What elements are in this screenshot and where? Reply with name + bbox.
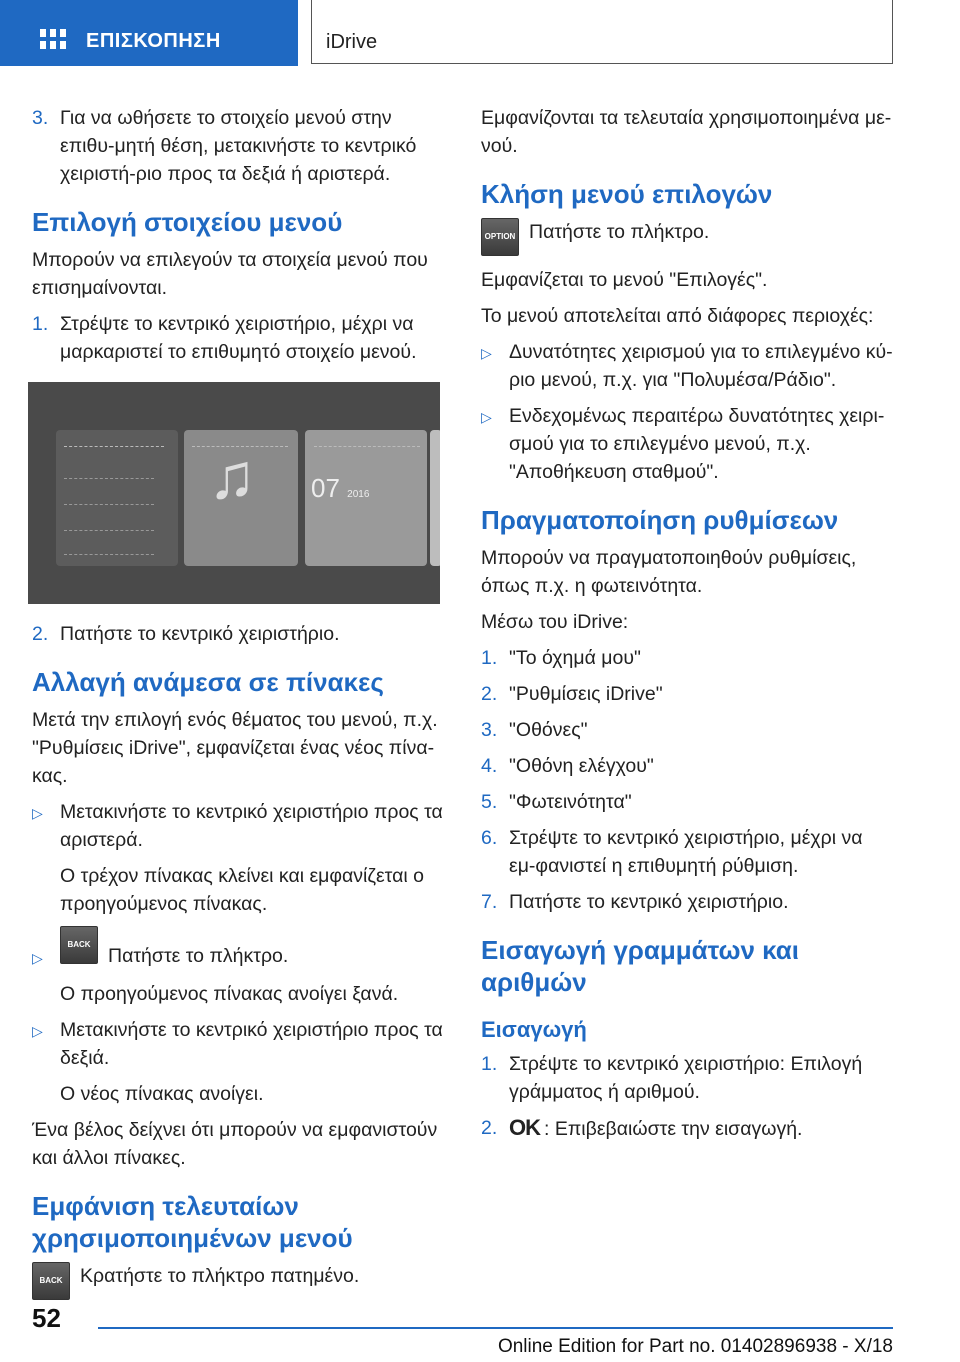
back-key-icon: BACK <box>60 926 98 964</box>
list-item: 1. Στρέψτε το κεντρικό χειριστήριο, μέχρι να μαρκαριστεί το επιθυμητό στοιχείο μενού. <box>32 313 417 363</box>
list-item: 2. "Ρυθμίσεις iDrive" <box>481 683 663 705</box>
bullet-item: ▷ Μετακινήστε το κεντρικό χειριστήριο προς τα δεξιά. <box>32 1016 444 1072</box>
paragraph: Το μενού αποτελείται από διάφορες περιοχές: <box>481 305 874 327</box>
paragraph: Ο τρέχον πίνακας κλείνει και εμφανίζεται ο προηγούμενος πίνακας. <box>60 865 424 915</box>
option-key-icon: OPTION <box>481 218 519 256</box>
footer-edition: Online Edition for Part no. 01402896938 - X/18 <box>497 1336 893 1357</box>
heading-last-used: Εμφάνιση τελευταίων χρησιμοποιημένων μενού <box>32 1191 353 1253</box>
paragraph: Εμφανίζεται το μενού "Επιλογές". <box>481 269 768 291</box>
grid-icon <box>40 29 66 51</box>
page-number: 52 <box>32 1303 61 1333</box>
paragraph: Ένα βέλος δείχνει ότι μπορούν να εμφανιστούν και άλλοι πίνακες. <box>32 1119 438 1169</box>
list-item: 7. Πατήστε το κεντρικό χειριστήριο. <box>481 891 789 913</box>
triangle-bullet-icon: ▷ <box>481 409 492 425</box>
heading-options: Κλήση μενού επιλογών <box>481 179 773 209</box>
list-item: 2. Πατήστε το κεντρικό χειριστήριο. <box>32 623 340 645</box>
list-item: 2. OK : Επιβεβαιώστε την εισαγωγή. <box>481 1115 803 1140</box>
breadcrumb <box>311 0 893 64</box>
bullet-item: ▷ BACK Πατήστε το πλήκτρο. <box>32 926 444 972</box>
paragraph: Εμφανίζονται τα τελευταία χρησιμοποιημένα με-νού. <box>481 107 892 157</box>
music-note-icon: ♫ <box>208 440 256 512</box>
breadcrumb-label: iDrive <box>326 31 378 53</box>
date-display: 07 2016 <box>311 473 370 503</box>
bullet-item: ▷ Ενδεχομένως περαιτέρω δυνατότητες χειρι-σμού για το επιλεγμένο μενού, π.χ. "Αποθήκευση σταθμού". <box>481 402 893 486</box>
menu-card <box>430 430 440 566</box>
bullet-item: ▷ Δυνατότητες χειρισμού για το επιλεγμένο κύ-ριο μενού, π.χ. για "Πολυμέσα/Ράδιο". <box>481 338 893 394</box>
list-item: 1. Στρέψτε το κεντρικό χειριστήριο: Επιλογή γράμματος ή αριθμού. <box>481 1053 863 1103</box>
card-title-bar <box>64 438 164 447</box>
list-item: 1. "Το όχημά μου" <box>481 647 641 669</box>
list-item: 4. "Οθόνη ελέγχου" <box>481 755 654 777</box>
page-header <box>0 0 960 66</box>
paragraph: Μετά την επιλογή ενός θέματος του μενού, π.χ. "Ρυθμίσεις iDrive", εμφανίζεται ένας νέος πίνα-κας. <box>32 709 438 787</box>
card-title-bar <box>314 438 420 447</box>
menu-card <box>56 430 178 566</box>
left-column <box>32 104 444 1310</box>
right-column <box>481 104 893 1151</box>
footer-divider <box>98 1327 893 1329</box>
paragraph: Μπορούν να επιλεγούν τα στοιχεία μενού που επισημαίνονται. <box>32 249 428 299</box>
key-row: BACK Κρατήστε το πλήκτρο πατημένο. <box>32 1262 444 1300</box>
idrive-screen-image <box>28 382 440 604</box>
list-item: 5. "Φωτεινότητα" <box>481 791 632 813</box>
paragraph: Ο προηγούμενος πίνακας ανοίγει ξανά. <box>60 983 399 1005</box>
ok-symbol-icon: OK <box>509 1115 540 1140</box>
triangle-bullet-icon: ▷ <box>32 1023 43 1039</box>
paragraph: Ο νέος πίνακας ανοίγει. <box>60 1083 264 1105</box>
list-item: 3. Για να ωθήσετε το στοιχείο μενού στην επιθυ-μητή θέση, μετακινήστε το κεντρικό χειριστή-ριο προς τα δεξιά ή αριστερά. <box>32 107 417 185</box>
subheading-input: Εισαγωγή <box>481 1017 587 1042</box>
triangle-bullet-icon: ▷ <box>481 345 492 361</box>
key-row: OPTION Πατήστε το πλήκτρο. <box>481 218 893 256</box>
heading-switch: Αλλαγή ανάμεσα σε πίνακες <box>32 667 384 697</box>
back-key-icon: BACK <box>32 1262 70 1300</box>
paragraph: Μέσω του iDrive: <box>481 611 629 633</box>
list-item: 3. "Οθόνες" <box>481 719 588 741</box>
section-title: ΕΠΙΣΚΟΠΗΣΗ <box>86 30 221 52</box>
triangle-bullet-icon: ▷ <box>32 950 43 966</box>
heading-input: Εισαγωγή γραμμάτων και αριθμών <box>481 935 800 997</box>
paragraph: Μπορούν να πραγματοποιηθούν ρυθμίσεις, όπως π.χ. η φωτεινότητα. <box>481 547 857 597</box>
triangle-bullet-icon: ▷ <box>32 805 43 821</box>
heading-settings: Πραγματοποίηση ρυθμίσεων <box>481 505 839 535</box>
heading-select: Επιλογή στοιχείου μενού <box>32 207 343 237</box>
list-item: 6. Στρέψτε το κεντρικό χειριστήριο, μέχρι να εμ-φανιστεί η επιθυμητή ρύθμιση. <box>481 827 863 877</box>
bullet-item: ▷ Μετακινήστε το κεντρικό χειριστήριο προς τα αριστερά. <box>32 798 444 854</box>
section-tab[interactable] <box>0 0 298 66</box>
